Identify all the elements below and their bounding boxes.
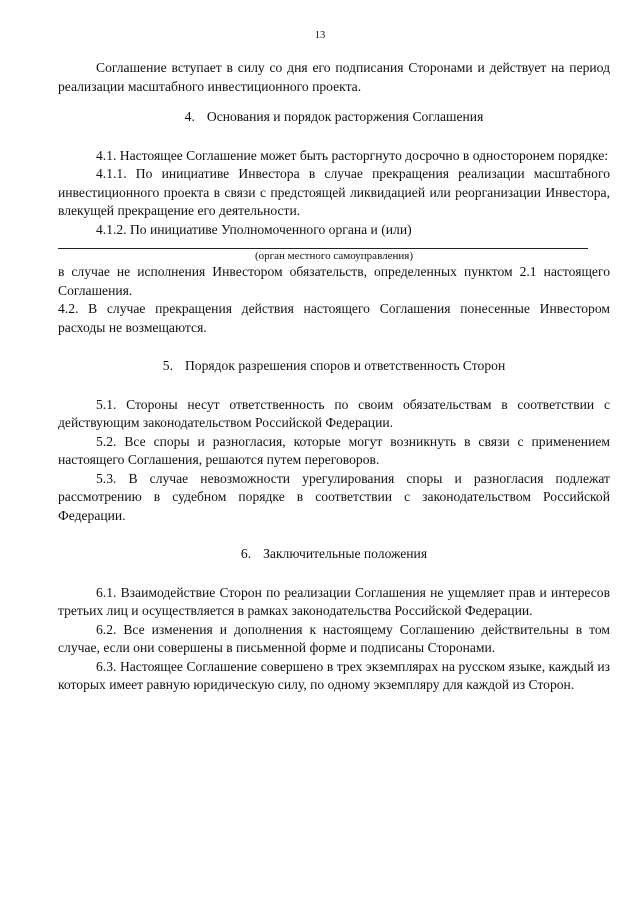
clause-4-1-1: 4.1.1. По инициативе Инвестора в случае прекращения реализации масштабного инвестиционного проекта в связи с предстоящей ликвидацией или реорганизации Инвестора, влекущей прекращение его деятельности. — [58, 166, 610, 218]
section-title: Порядок разрешения споров и ответственность Сторон — [184, 358, 506, 373]
clause-6-1: 6.1. Взаимодействие Сторон по реализации Соглашения не ущемляет прав и интересов третьих лиц и осуществляется в рамках законодательства Российской Федерации. — [58, 584, 610, 618]
section-heading-4 — [58, 108, 610, 127]
fill-line-caption: (орган местного самоуправления) — [254, 250, 413, 262]
section-title: Заключительные положения — [263, 546, 428, 561]
clause-5-1: 5.1. Стороны несут ответственность по своим обязательствам в соответствии с действующим законодательством Российской Федерации. — [58, 396, 610, 430]
section-number: 6. — [240, 546, 252, 561]
clause-5-3: 5.3. В случае невозможности урегулирования споры и разногласия подлежат рассмотрению в судебном порядке в соответствии с законодательством Российской Федерации. — [58, 470, 610, 523]
clause-4-1-2-continued: в случае не исполнения Инвестором обязательств, определенных пунктом 2.1 настоящего Соглашения. — [58, 264, 610, 298]
clause-6-2: 6.2. Все изменения и дополнения к настоящему Соглашению действительны в том случае, если они совершены в письменной форме и подписаны Сторонами. — [58, 621, 610, 655]
section-number: 5. — [162, 358, 173, 373]
section-heading-5 — [58, 357, 610, 376]
page-number: 13 — [314, 30, 326, 41]
clause-5-2: 5.2. Все споры и разногласия, которые могут возникнуть в связи с применением настоящего Соглашения, решаются путем переговоров. — [58, 433, 610, 467]
document-body — [58, 59, 610, 695]
clause-4-1-2: 4.1.2. По инициативе Уполномоченного органа и (или) — [96, 221, 412, 237]
section-number: 4. — [184, 109, 195, 124]
section-title: Основания и порядок расторжения Соглашения — [206, 109, 484, 124]
clause-4-2: 4.2. В случае прекращения действия настоящего Соглашения понесенные Инвестором расходы не возмещаются. — [58, 301, 610, 335]
section-heading-6 — [58, 545, 610, 564]
intro-paragraph: Соглашение вступает в силу со дня его подписания Сторонами и действует на период реализации масштабного инвестиционного проекта. — [58, 60, 610, 94]
clause-6-3: 6.3. Настоящее Соглашение совершено в трех экземплярах на русском языке, каждый из которых имеет равную юридическую силу, по одному экземпляру для каждой из Сторон. — [58, 658, 610, 692]
clause-4-1: 4.1. Настоящее Соглашение может быть расторгнуто досрочно в односторонем порядке: — [96, 147, 609, 163]
